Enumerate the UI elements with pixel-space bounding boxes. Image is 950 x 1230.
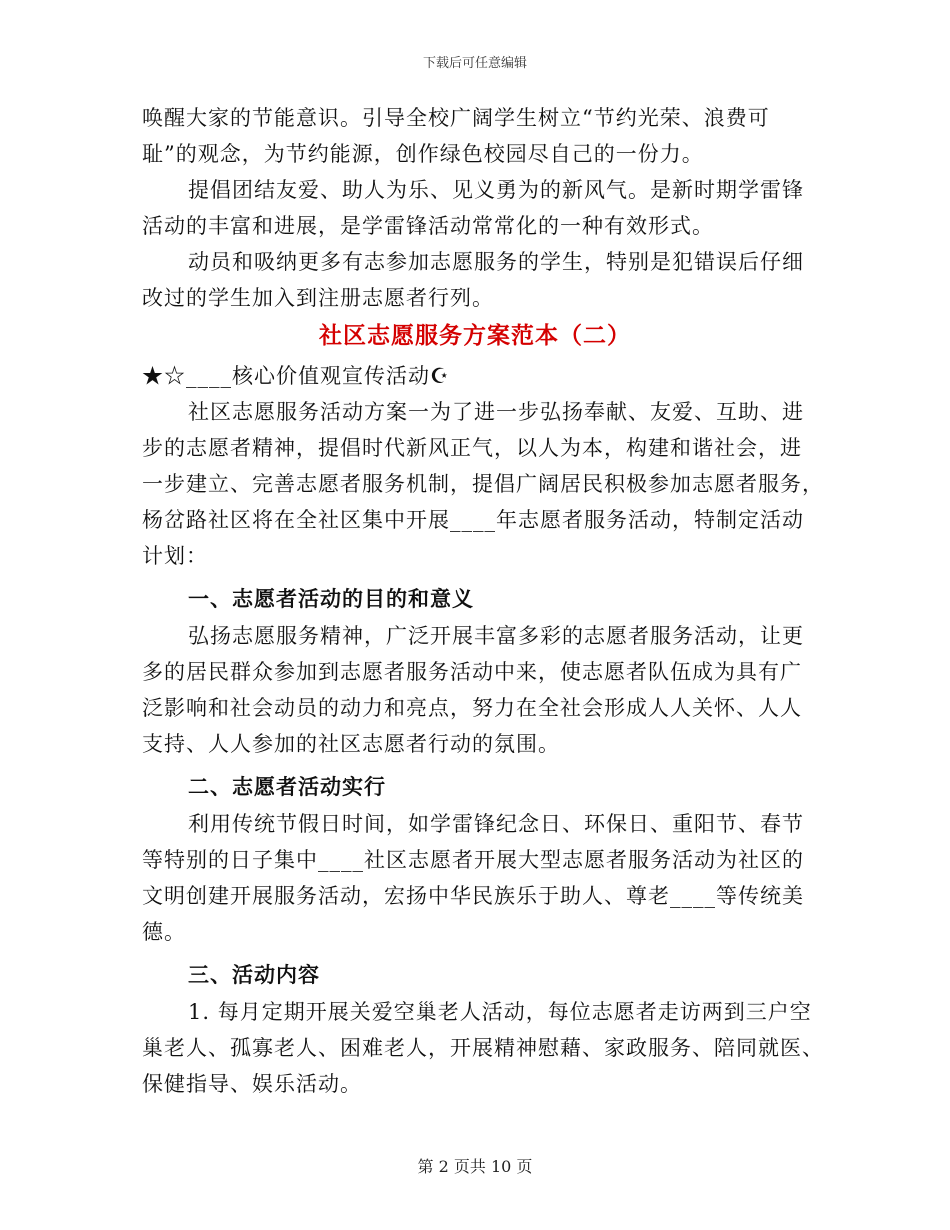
paragraph-lei-feng bbox=[142, 172, 808, 244]
text-line: 文明创建开展服务活动，宏扬中华民族乐于助人、尊老____等传统美 bbox=[142, 884, 804, 908]
text-line: 改过的学生加入到注册志愿者行列。 bbox=[142, 286, 494, 310]
text-line: 活动的丰富和进展，是学雷锋活动常常化的一种有效形式。 bbox=[142, 214, 714, 238]
text-line: 动员和吸纳更多有志参加志愿服务的学生，特别是犯错误后仔细 bbox=[188, 250, 804, 274]
page-header: 下载后可任意编辑 bbox=[422, 56, 527, 71]
document-body bbox=[142, 100, 824, 1102]
paragraph-purpose bbox=[142, 618, 808, 762]
text-line: 多的居民群众参加到志愿者服务活动中来，使志愿者队伍成为具有广 bbox=[142, 660, 802, 684]
text-line: 等特别的日子集中____社区志愿者开展大型志愿者服务活动为社区的 bbox=[142, 848, 804, 872]
text-line: 一步建立、完善志愿者服务机制，提倡广阔居民积极参加志愿者服务， bbox=[142, 472, 824, 496]
section-title: 社区志愿服务方案范本（二） bbox=[319, 322, 631, 349]
paragraph-plan-intro bbox=[142, 394, 824, 574]
text-line: 巢老人、孤寡老人、困难老人，开展精神慰藉、家政服务、陪同就医、 bbox=[142, 1036, 824, 1060]
heading-activities: 三、活动内容 bbox=[188, 962, 320, 987]
text-line: 保健指导、娱乐活动。 bbox=[142, 1072, 362, 1096]
heading-purpose: 一、志愿者活动的目的和意义 bbox=[188, 586, 474, 611]
text-line: 1. 每月定期开展关爱空巢老人活动，每位志愿者走访两到三户空 bbox=[188, 1000, 812, 1024]
text-line: 德。 bbox=[142, 920, 186, 944]
text-line: 计划： bbox=[142, 544, 208, 568]
text-line: 耻”的观念，为节约能源，创作绿色校园尽自己的一份力。 bbox=[142, 142, 704, 166]
page-number: 第 2 页共 10 页 bbox=[417, 1157, 533, 1176]
text-line: 利用传统节假日时间，如学雷锋纪念日、环保日、重阳节、春节 bbox=[188, 812, 804, 836]
paragraph-energy-saving bbox=[142, 100, 808, 172]
paragraph-recruit-students bbox=[142, 244, 808, 316]
subtitle: ★☆____核心价值观宣传活动☪ bbox=[142, 364, 450, 388]
paragraph-implementation bbox=[142, 806, 808, 950]
text-line: 杨岔路社区将在全社区集中开展____年志愿者服务活动，特制定活动 bbox=[142, 508, 804, 532]
text-line: 唤醒大家的节能意识。引导全校广阔学生树立“节约光荣、浪费可 bbox=[142, 106, 770, 130]
paragraph-activity-1 bbox=[142, 994, 824, 1102]
text-line: 泛影响和社会动员的动力和亮点，努力在全社会形成人人关怀、人人 bbox=[142, 696, 802, 720]
text-line: 社区志愿服务活动方案一为了进一步弘扬奉献、友爱、互助、进 bbox=[188, 400, 804, 424]
text-line: 弘扬志愿服务精神，广泛开展丰富多彩的志愿者服务活动，让更 bbox=[188, 624, 804, 648]
text-line: 提倡团结友爱、助人为乐、见义勇为的新风气。是新时期学雷锋 bbox=[188, 178, 804, 202]
heading-implementation: 二、志愿者活动实行 bbox=[188, 774, 386, 799]
text-line: 步的志愿者精神，提倡时代新风正气，以人为本，构建和谐社会，进 bbox=[142, 436, 802, 460]
text-line: 支持、人人参加的社区志愿者行动的氛围。 bbox=[142, 732, 560, 756]
